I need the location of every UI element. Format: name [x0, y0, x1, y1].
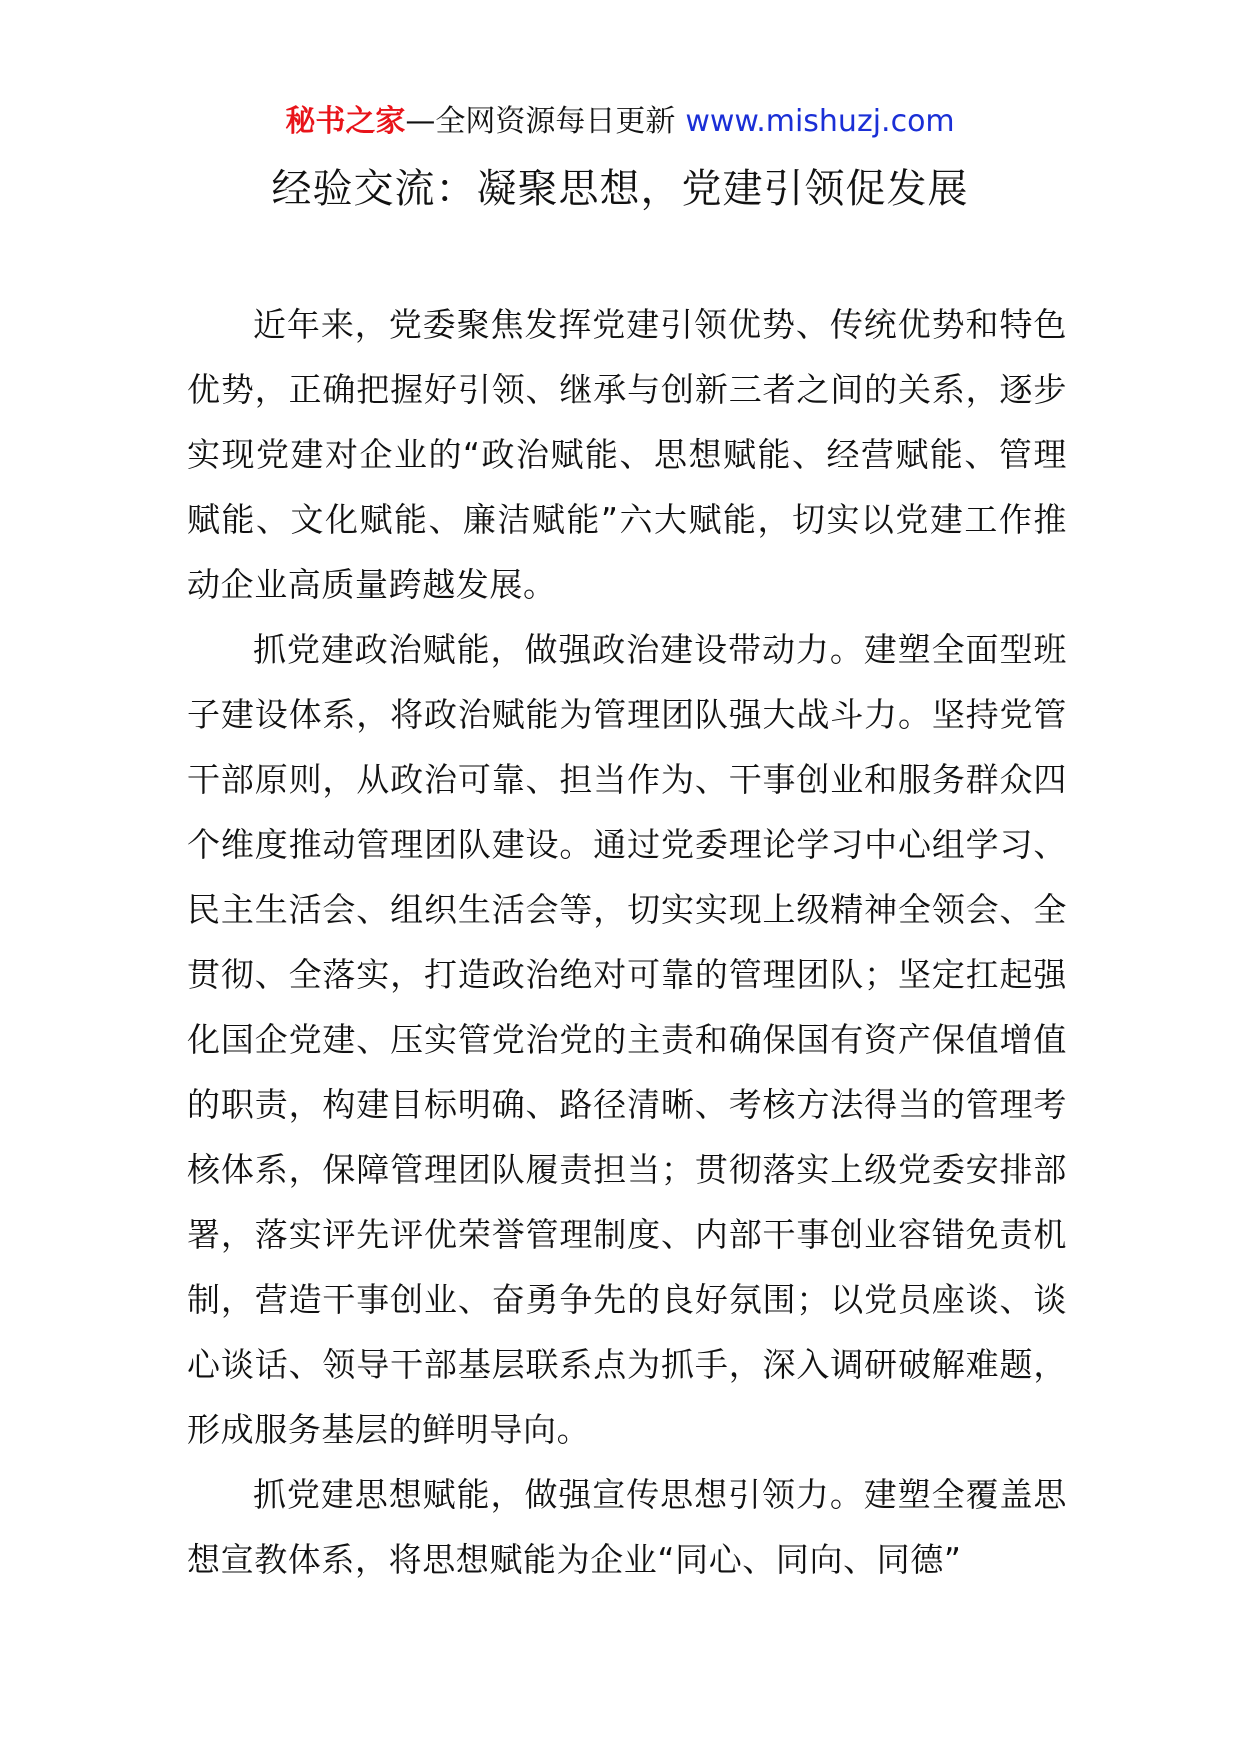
header-tagline: —全网资源每日更新 — [405, 104, 676, 139]
brand-name: 秘书之家 — [285, 104, 406, 139]
document-body — [187, 292, 1067, 1592]
paragraph-ideological-empowerment: 抓党建思想赋能，做强宣传思想引领力。建塑全覆盖思想宣教体系，将思想赋能为企业“同心、同向、同德” — [187, 1475, 1067, 1579]
paragraph-political-empowerment: 抓党建政治赋能，做强政治建设带动力。建塑全面型班子建设体系，将政治赋能为管理团队强大战斗力。坚持党管干部原则，从政治可靠、担当作为、干事创业和服务群众四个维度推动管理团队建设。通过党委理论学习中心组学习、民主生活会、组织生活会等，切实实现上级精神全领会、全贯彻、全落实，打造政治绝对可靠的管理团队；坚定扛起强化国企党建、压实管党治党的主责和确保国有资产保值增值的职责，构建目标明确、路径清晰、考核方法得当的管理考核体系，保障管理团队履责担当；贯彻落实上级党委安排部署，落实评先评优荣誉管理制度、内部干事创业容错免责机制，营造干事创业、奋勇争先的良好氛围；以党员座谈、谈心谈话、领导干部基层联系点为抓手，深入调研破解难题，形成服务基层的鲜明导向。 — [187, 630, 1067, 1449]
site-url-link[interactable]: www.mishuzj.com — [685, 104, 955, 139]
site-header — [0, 100, 1240, 144]
document-title: 经验交流：凝聚思想，党建引领促发展 — [271, 166, 969, 212]
paragraph-intro: 近年来，党委聚焦发挥党建引领优势、传统优势和特色优势，正确把握好引领、继承与创新三者之间的关系，逐步实现党建对企业的“政治赋能、思想赋能、经营赋能、管理赋能、文化赋能、廉洁赋能”六大赋能，切实以党建工作推动企业高质量跨越发展。 — [187, 305, 1067, 604]
